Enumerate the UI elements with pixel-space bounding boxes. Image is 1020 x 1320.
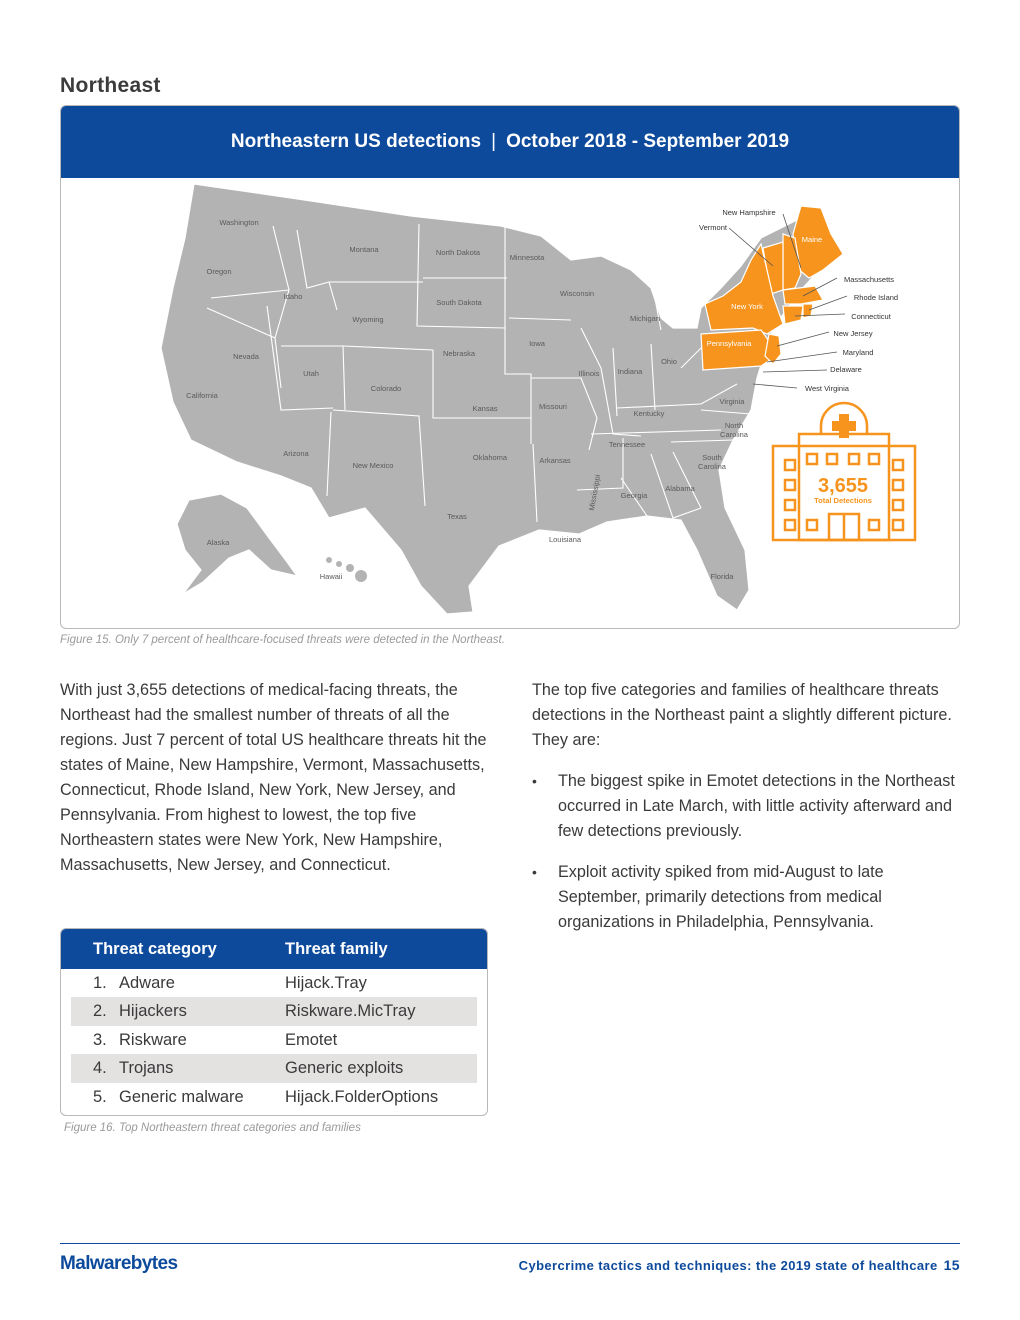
label-pennsylvania: Pennsylvania bbox=[706, 339, 752, 348]
detections-label: Total Detections bbox=[814, 496, 872, 505]
label-north-dakota: North Dakota bbox=[435, 248, 481, 257]
pennsylvania-shape bbox=[701, 330, 773, 370]
northeast-map-figure bbox=[60, 105, 960, 629]
us-map-svg bbox=[61, 178, 959, 628]
label-alabama: Alabama bbox=[665, 484, 695, 493]
label-florida: Florida bbox=[710, 572, 734, 581]
table-header bbox=[61, 929, 487, 969]
bullet-item: • Exploit activity spiked from mid-August to late September, primarily detections from medical organizations in Philadelphia, Pennsylvania. bbox=[532, 860, 960, 935]
label-indiana: Indiana bbox=[617, 367, 643, 376]
label-south-carolina-1: South bbox=[702, 453, 722, 462]
label-delaware: Delaware bbox=[830, 365, 862, 374]
label-oregon: Oregon bbox=[206, 267, 232, 276]
row-family: Hijack.FolderOptions bbox=[285, 1087, 439, 1106]
left-paragraph: With just 3,655 detections of medical-facing threats, the Northeast had the smallest number of threats of all the regions. Just 7 percent of total US healthcare threats hit the states of Maine, New Hampshire, Vermont, Massachusetts, Connecticut, Rhode Island, New York, New Jersey, and Pennsylvania. From highest to lowest, the top five Northeastern states were New York, New Hampshire, Massachusetts, New Jersey, and Connecticut. bbox=[60, 681, 487, 874]
label-arkansas: Arkansas bbox=[539, 456, 571, 465]
label-connecticut: Connecticut bbox=[851, 312, 891, 321]
label-nevada: Nevada bbox=[233, 352, 259, 361]
table-row bbox=[71, 1054, 477, 1082]
label-minnesota: Minnesota bbox=[509, 253, 545, 262]
label-new-jersey: New Jersey bbox=[833, 329, 873, 338]
label-missouri: Missouri bbox=[539, 402, 567, 411]
map-title-right: October 2018 - September 2019 bbox=[506, 131, 790, 152]
table-row bbox=[71, 1083, 477, 1111]
label-kansas: Kansas bbox=[472, 404, 498, 413]
map-title-left: Northeastern US detections bbox=[230, 131, 482, 152]
label-idaho: Idaho bbox=[283, 292, 303, 301]
us-map bbox=[61, 178, 959, 628]
threat-table bbox=[60, 928, 488, 1116]
table-row bbox=[71, 969, 477, 997]
malwarebytes-logo: Malwarebytes bbox=[60, 1253, 178, 1274]
label-utah: Utah bbox=[303, 369, 319, 378]
footer-divider bbox=[60, 1243, 960, 1244]
label-georgia: Georgia bbox=[620, 491, 648, 500]
label-north-carolina-1: North bbox=[724, 421, 744, 430]
label-new-hampshire: New Hampshire bbox=[722, 208, 776, 217]
detections-value: 3,655 bbox=[817, 475, 869, 497]
row-family: Hijack.Tray bbox=[285, 974, 367, 992]
map-title-separator: | bbox=[491, 131, 497, 152]
bullet-list bbox=[532, 769, 960, 935]
label-wisconsin: Wisconsin bbox=[559, 289, 595, 298]
table-row bbox=[71, 1026, 477, 1054]
connecticut-shape bbox=[783, 306, 803, 324]
row-category: Hijackers bbox=[119, 1002, 187, 1021]
label-nebraska: Nebraska bbox=[442, 349, 476, 358]
table-row bbox=[71, 997, 477, 1025]
label-washington: Washington bbox=[219, 218, 259, 227]
label-illinois: Illinois bbox=[578, 369, 600, 378]
label-maine: Maine bbox=[801, 235, 823, 244]
label-louisiana: Louisiana bbox=[548, 535, 582, 544]
row-category: Riskware bbox=[119, 1030, 187, 1049]
footer-document-title: Cybercrime tactics and techniques: the 2019 state of healthcare bbox=[518, 1258, 938, 1273]
label-mississippi: Mississippi bbox=[586, 473, 603, 512]
label-south-carolina-2: Carolina bbox=[698, 462, 726, 471]
label-rhode-island: Rhode Island bbox=[853, 293, 899, 302]
row-category: Trojans bbox=[119, 1059, 174, 1078]
row-number: 2. bbox=[93, 1002, 107, 1021]
row-number: 1. bbox=[93, 974, 107, 992]
label-texas: Texas bbox=[447, 512, 467, 521]
row-category: Generic malware bbox=[119, 1087, 244, 1106]
row-category: Adware bbox=[119, 974, 175, 992]
map-title bbox=[61, 106, 959, 178]
row-number: 5. bbox=[93, 1087, 107, 1106]
row-number: 4. bbox=[93, 1059, 107, 1078]
row-family: Riskware.MicTray bbox=[285, 1002, 416, 1021]
header-threat-family: Threat family bbox=[285, 940, 388, 958]
footer-title bbox=[519, 1257, 960, 1273]
header-threat-category: Threat category bbox=[93, 940, 217, 958]
label-wyoming: Wyoming bbox=[352, 315, 384, 324]
label-iowa: Iowa bbox=[529, 339, 545, 348]
label-michigan: Michigan bbox=[629, 314, 661, 323]
row-family: Generic exploits bbox=[285, 1059, 404, 1078]
right-intro: The top five categories and families of healthcare threats detections in the Northeast paint a slightly different picture. They are: bbox=[532, 681, 952, 749]
figure-16-caption: Figure 16. Top Northeastern threat categories and families bbox=[64, 1122, 361, 1134]
figure-15-caption: Figure 15. Only 7 percent of healthcare-focused threats were detected in the Northeast. bbox=[60, 634, 505, 646]
label-ohio: Ohio bbox=[661, 357, 677, 366]
label-alaska: Alaska bbox=[206, 538, 230, 547]
label-new-york: New York bbox=[731, 302, 763, 311]
label-oklahoma: Oklahoma bbox=[472, 453, 508, 462]
label-north-carolina-2: Carolina bbox=[720, 430, 748, 439]
section-title: Northeast bbox=[60, 74, 161, 97]
label-massachusetts: Massachusetts bbox=[843, 275, 895, 284]
label-tennessee: Tennessee bbox=[608, 440, 646, 449]
label-arizona: Arizona bbox=[283, 449, 309, 458]
row-family: Emotet bbox=[285, 1030, 338, 1049]
label-new-mexico: New Mexico bbox=[352, 461, 394, 470]
label-west-virginia: West Virginia bbox=[805, 384, 849, 393]
alaska-shape bbox=[177, 494, 297, 594]
label-california: California bbox=[186, 391, 218, 400]
label-montana: Montana bbox=[349, 245, 379, 254]
label-south-dakota: South Dakota bbox=[436, 298, 482, 307]
label-kentucky: Kentucky bbox=[633, 409, 665, 418]
bullet-item: • The biggest spike in Emotet detections in the Northeast occurred in Late March, with little activity afterward and few detections previously. bbox=[532, 769, 960, 844]
right-column bbox=[532, 678, 960, 951]
label-vermont: Vermont bbox=[699, 223, 727, 232]
page-number: 15 bbox=[943, 1257, 960, 1273]
label-virginia: Virginia bbox=[719, 397, 745, 406]
label-maryland: Maryland bbox=[842, 348, 874, 357]
label-hawaii: Hawaii bbox=[319, 572, 343, 581]
row-number: 3. bbox=[93, 1030, 107, 1049]
label-colorado: Colorado bbox=[370, 384, 402, 393]
